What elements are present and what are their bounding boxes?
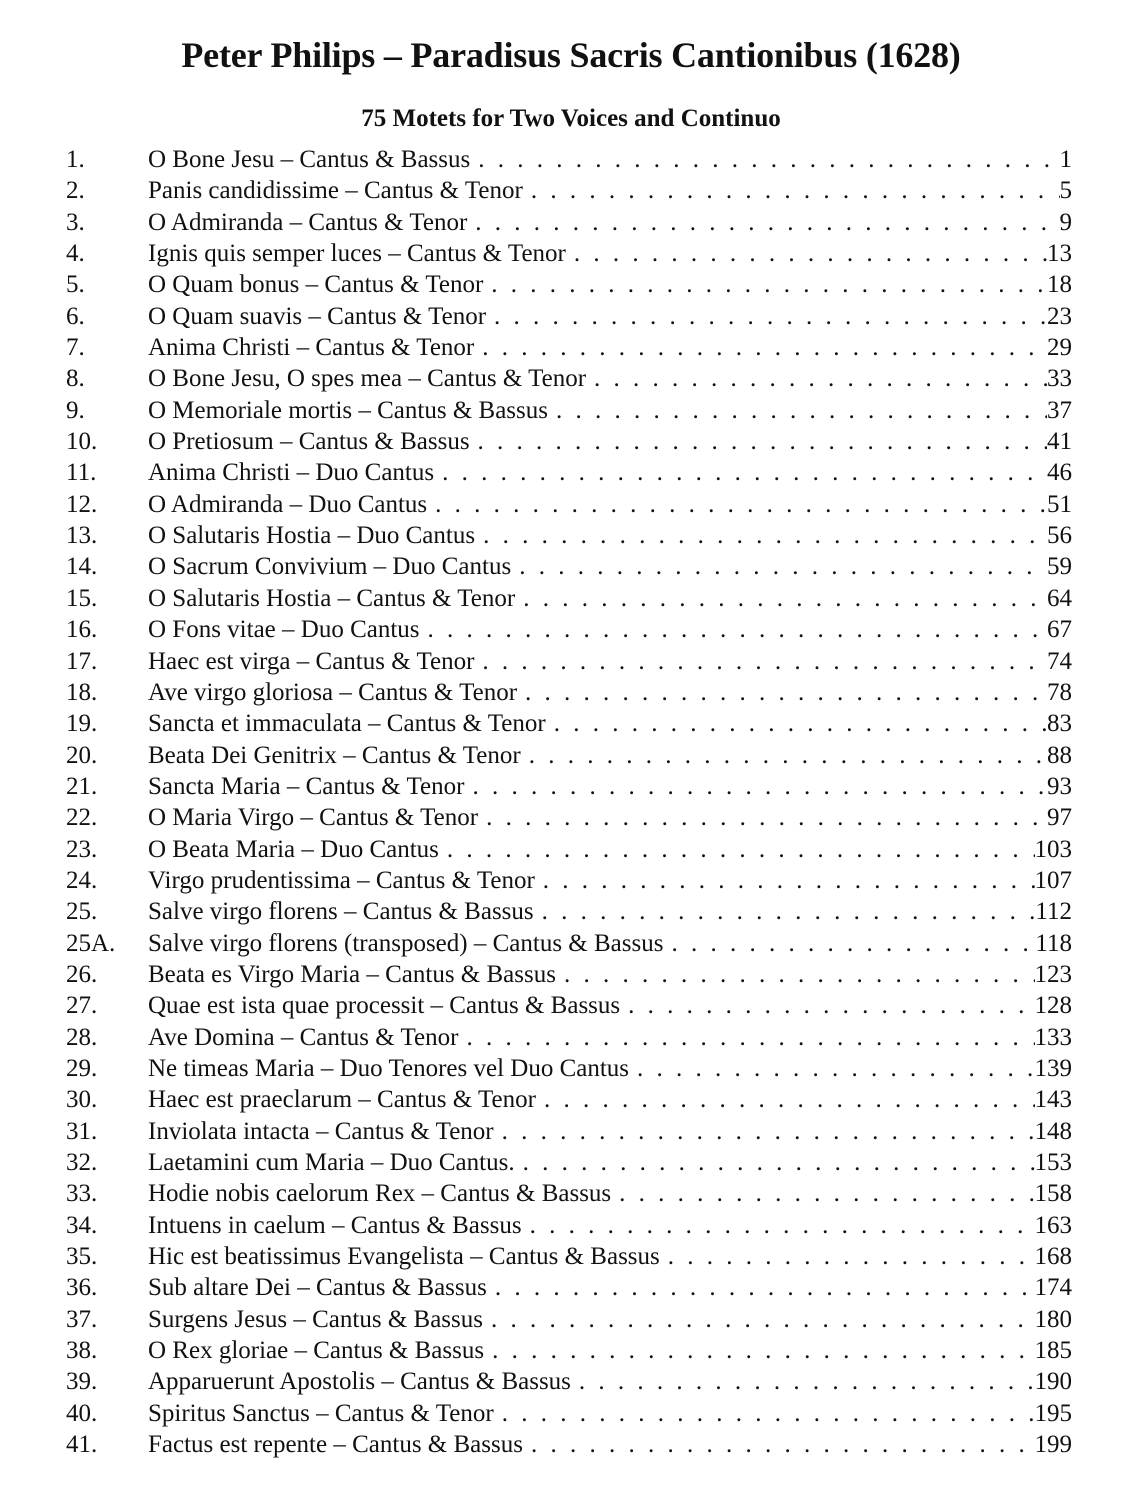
toc-number: 39. <box>66 1368 98 1396</box>
toc-entry <box>148 395 1072 426</box>
toc-number: 33. <box>66 1180 98 1208</box>
toc-title: Quae est ista quae processit – Cantus & Bassus <box>148 992 621 1020</box>
toc-page-number: 139 <box>1034 1054 1072 1082</box>
toc-title: Ne timeas Maria – Duo Tenores vel Duo Cantus <box>148 1054 630 1082</box>
toc-page-number: 107 <box>1034 866 1072 894</box>
toc-page-number: 9 <box>1059 208 1072 236</box>
toc-number: 10. <box>66 428 98 456</box>
dot-leader <box>566 238 1047 269</box>
toc-entry <box>148 1022 1072 1053</box>
table-of-contents <box>66 144 1072 1460</box>
toc-number: 35. <box>66 1243 98 1271</box>
toc-entry <box>148 1335 1072 1366</box>
toc-page-number: 18 <box>1047 271 1072 299</box>
toc-entry <box>148 802 1072 833</box>
toc-entry <box>148 646 1072 677</box>
dot-leader <box>464 771 1047 802</box>
toc-row <box>66 175 1072 206</box>
toc-row <box>66 426 1072 457</box>
toc-number: 13. <box>66 522 98 550</box>
toc-page-number: 23 <box>1047 302 1072 330</box>
toc-number: 8. <box>66 365 85 393</box>
toc-entry <box>148 708 1072 739</box>
toc-row <box>66 363 1072 394</box>
toc-page-number: 74 <box>1047 647 1072 675</box>
dot-leader <box>515 1147 1035 1178</box>
toc-page-number: 59 <box>1047 553 1072 581</box>
toc-row <box>66 301 1072 332</box>
toc-page-number: 51 <box>1047 490 1072 518</box>
toc-number: 27. <box>66 992 98 1020</box>
toc-page-number: 88 <box>1047 741 1072 769</box>
toc-row <box>66 1429 1072 1460</box>
dot-leader <box>536 1084 1035 1115</box>
toc-row <box>66 207 1072 238</box>
toc-title: Factus est repente – Cantus & Bassus <box>148 1431 523 1459</box>
dot-leader <box>546 708 1047 739</box>
toc-row <box>66 457 1072 488</box>
toc-entry <box>148 426 1072 457</box>
toc-page-number: 1 <box>1059 146 1072 173</box>
dot-leader <box>517 677 1047 708</box>
toc-number: 25A. <box>66 929 116 957</box>
toc-number: 21. <box>66 772 98 800</box>
toc-page-number: 143 <box>1034 1086 1072 1114</box>
toc-entry <box>148 207 1072 238</box>
dot-leader <box>483 269 1047 300</box>
toc-page-number: 5 <box>1059 177 1072 205</box>
toc-entry <box>148 677 1072 708</box>
toc-page-number: 112 <box>1035 898 1072 926</box>
toc-title: O Pretiosum – Cantus & Bassus <box>148 428 470 456</box>
dot-leader <box>534 896 1036 927</box>
toc-page-number: 180 <box>1034 1305 1072 1333</box>
toc-entry <box>148 990 1072 1021</box>
toc-row <box>66 1147 1072 1178</box>
toc-row <box>66 269 1072 300</box>
toc-number: 20. <box>66 741 98 769</box>
dot-leader <box>475 520 1047 551</box>
toc-number: 38. <box>66 1337 98 1365</box>
toc-title: Haec est virga – Cantus & Tenor <box>148 647 475 675</box>
dot-leader <box>611 1178 1034 1209</box>
toc-entry <box>148 896 1072 927</box>
toc-title: Spiritus Sanctus – Cantus & Tenor <box>148 1399 494 1427</box>
toc-number: 22. <box>66 804 98 832</box>
dot-leader <box>494 1116 1035 1147</box>
toc-title: Salve virgo florens (transposed) – Cantus & Bassus <box>148 929 664 957</box>
toc-entry <box>148 614 1072 645</box>
toc-entry <box>148 1429 1072 1460</box>
toc-title: Haec est praeclarum – Cantus & Tenor <box>148 1086 536 1114</box>
toc-row <box>66 1178 1072 1209</box>
dot-leader <box>487 1272 1035 1303</box>
toc-title: Ignis quis semper luces – Cantus & Tenor <box>148 240 566 268</box>
toc-entry <box>148 238 1072 269</box>
toc-number: 36. <box>66 1274 98 1302</box>
toc-title: O Bone Jesu – Cantus & Bassus <box>148 146 471 173</box>
toc-row <box>66 520 1072 551</box>
toc-entry <box>148 1366 1072 1397</box>
toc-page-number: 128 <box>1034 992 1072 1020</box>
toc-title: Ave Domina – Cantus & Tenor <box>148 1023 459 1051</box>
dot-leader <box>474 646 1047 677</box>
toc-number: 16. <box>66 616 98 644</box>
toc-page-number: 33 <box>1047 365 1072 393</box>
toc-title: Surgens Jesus – Cantus & Bassus <box>148 1305 483 1333</box>
toc-page-number: 103 <box>1034 835 1072 863</box>
toc-page-number: 199 <box>1034 1431 1072 1459</box>
toc-title: O Fons vitae – Duo Cantus <box>148 616 420 644</box>
toc-number: 4. <box>66 240 85 268</box>
toc-row <box>66 1053 1072 1084</box>
toc-row <box>66 1335 1072 1366</box>
toc-number: 24. <box>66 866 98 894</box>
toc-number: 32. <box>66 1149 98 1176</box>
toc-entry <box>148 1053 1072 1084</box>
toc-title: Hic est beatissimus Evangelista – Cantus & Bassus <box>148 1243 660 1271</box>
toc-row <box>66 1272 1072 1303</box>
dot-leader <box>511 551 1047 582</box>
toc-page-number: 118 <box>1035 929 1072 957</box>
toc-page-number: 174 <box>1034 1274 1072 1302</box>
toc-number: 30. <box>66 1086 98 1114</box>
toc-row <box>66 1398 1072 1429</box>
dot-leader <box>660 1241 1035 1272</box>
dot-leader <box>434 457 1047 488</box>
toc-entry <box>148 959 1072 990</box>
toc-title: O Maria Virgo – Cantus & Tenor <box>148 804 479 832</box>
toc-title: O Memoriale mortis – Cantus & Bassus <box>148 396 548 424</box>
toc-page-number: 67 <box>1047 616 1072 644</box>
toc-row <box>66 1116 1072 1147</box>
toc-entry <box>148 865 1072 896</box>
toc-page-number: 64 <box>1047 584 1072 612</box>
dot-leader <box>483 1304 1035 1335</box>
toc-title: Beata Dei Genitrix – Cantus & Tenor <box>148 741 521 769</box>
toc-row <box>66 583 1072 614</box>
page-subtitle: 75 Motets for Two Voices and Continuo <box>361 104 781 132</box>
dot-leader <box>486 301 1047 332</box>
toc-entry <box>148 175 1072 206</box>
toc-entry <box>148 1398 1072 1429</box>
toc-page-number: 163 <box>1034 1211 1072 1239</box>
toc-entry <box>148 1116 1072 1147</box>
toc-number: 34. <box>66 1211 98 1239</box>
toc-row <box>66 144 1072 175</box>
toc-entry <box>148 144 1072 175</box>
toc-page-number: 83 <box>1047 710 1072 738</box>
toc-page-number: 93 <box>1047 772 1072 800</box>
toc-page-number: 148 <box>1034 1117 1072 1145</box>
toc-entry <box>148 771 1072 802</box>
toc-number: 40. <box>66 1399 98 1427</box>
toc-row <box>66 708 1072 739</box>
dot-leader <box>458 1022 1034 1053</box>
toc-number: 23. <box>66 835 98 863</box>
toc-row <box>66 1084 1072 1115</box>
toc-number: 2. <box>66 177 85 205</box>
dot-leader <box>494 1398 1035 1429</box>
toc-number: 3. <box>66 208 85 236</box>
toc-title: Virgo prudentissima – Cantus & Tenor <box>148 866 535 894</box>
toc-entry <box>148 332 1072 363</box>
toc-page-number: 37 <box>1047 396 1072 424</box>
page-title: Peter Philips – Paradisus Sacris Cantionibus (1628) <box>181 35 961 76</box>
toc-entry <box>148 551 1072 582</box>
toc-number: 26. <box>66 960 98 988</box>
dot-leader <box>571 1366 1035 1397</box>
toc-entry <box>148 301 1072 332</box>
toc-entry <box>148 1304 1072 1335</box>
toc-row <box>66 990 1072 1021</box>
toc-number: 9. <box>66 396 85 424</box>
toc-number: 19. <box>66 710 98 738</box>
toc-row <box>66 1241 1072 1272</box>
toc-row <box>66 1304 1072 1335</box>
toc-entry <box>148 1210 1072 1241</box>
dot-leader <box>522 1210 1035 1241</box>
toc-row <box>66 1022 1072 1053</box>
toc-page-number: 13 <box>1047 240 1072 268</box>
toc-row <box>66 489 1072 520</box>
toc-entry <box>148 583 1072 614</box>
toc-title: Anima Christi – Cantus & Tenor <box>148 334 475 362</box>
toc-title: O Quam suavis – Cantus & Tenor <box>148 302 487 330</box>
toc-page-number: 168 <box>1034 1243 1072 1271</box>
toc-row <box>66 802 1072 833</box>
dot-leader <box>439 834 1035 865</box>
toc-row <box>66 238 1072 269</box>
toc-number: 14. <box>66 553 98 581</box>
toc-page-number: 133 <box>1034 1023 1072 1051</box>
toc-title: Panis candidissime – Cantus & Tenor <box>148 177 523 205</box>
toc-number: 28. <box>66 1023 98 1051</box>
toc-entry <box>148 1084 1072 1115</box>
toc-page-number: 97 <box>1047 804 1072 832</box>
dot-leader <box>467 207 1059 238</box>
toc-page-number: 56 <box>1047 522 1072 550</box>
toc-number: 5. <box>66 271 85 299</box>
toc-row <box>66 1366 1072 1397</box>
toc-title: O Salutaris Hostia – Cantus & Tenor <box>148 584 516 612</box>
toc-entry <box>148 928 1072 959</box>
toc-row <box>66 959 1072 990</box>
toc-row <box>66 551 1072 582</box>
toc-entry <box>148 1272 1072 1303</box>
toc-number: 1. <box>66 146 85 173</box>
toc-title: O Sacrum Convivium – Duo Cantus <box>148 553 512 581</box>
toc-title: O Salutaris Hostia – Duo Cantus <box>148 522 476 550</box>
toc-row <box>66 928 1072 959</box>
toc-page-number: 158 <box>1034 1180 1072 1208</box>
dot-leader <box>484 1335 1034 1366</box>
toc-number: 17. <box>66 647 98 675</box>
toc-title: Inviolata intacta – Cantus & Tenor <box>148 1117 494 1145</box>
toc-title: Hodie nobis caelorum Rex – Cantus & Bassus <box>148 1180 612 1208</box>
dot-leader <box>535 865 1035 896</box>
dot-leader <box>420 614 1047 645</box>
toc-title: O Rex gloriae – Cantus & Bassus <box>148 1337 485 1365</box>
toc-row <box>66 614 1072 645</box>
dot-leader <box>663 928 1035 959</box>
toc-title: Sancta Maria – Cantus & Tenor <box>148 772 465 800</box>
toc-row <box>66 1210 1072 1241</box>
toc-row <box>66 896 1072 927</box>
dot-leader <box>523 1429 1035 1460</box>
toc-page-number: 190 <box>1034 1368 1072 1396</box>
toc-row <box>66 834 1072 865</box>
toc-title: O Admiranda – Cantus & Tenor <box>148 208 468 236</box>
dot-leader <box>470 426 1047 457</box>
toc-entry <box>148 457 1072 488</box>
toc-number: 11. <box>66 459 97 487</box>
dot-leader <box>521 740 1047 771</box>
toc-entry <box>148 740 1072 771</box>
dot-leader <box>523 175 1060 206</box>
toc-page-number: 153 <box>1034 1149 1072 1176</box>
toc-page-number: 46 <box>1047 459 1072 487</box>
toc-title: Laetamini cum Maria – Duo Cantus. <box>148 1149 515 1176</box>
dot-leader <box>586 363 1047 394</box>
toc-entry <box>148 520 1072 551</box>
dot-leader <box>620 990 1034 1021</box>
toc-title: O Quam bonus – Cantus & Tenor <box>148 271 484 299</box>
toc-page-number: 123 <box>1034 960 1072 988</box>
toc-number: 12. <box>66 490 98 518</box>
dot-leader <box>478 802 1047 833</box>
toc-title: Sancta et immaculata – Cantus & Tenor <box>148 710 546 738</box>
toc-number: 15. <box>66 584 98 612</box>
toc-number: 25. <box>66 898 98 926</box>
toc-row <box>66 740 1072 771</box>
dot-leader <box>427 489 1047 520</box>
toc-title: Beata es Virgo Maria – Cantus & Bassus <box>148 960 556 988</box>
toc-page-number: 29 <box>1047 334 1072 362</box>
toc-number: 7. <box>66 334 85 362</box>
toc-page-number: 185 <box>1034 1337 1072 1365</box>
toc-entry <box>148 1147 1072 1178</box>
toc-row <box>66 646 1072 677</box>
dot-leader <box>515 583 1047 614</box>
toc-title: Intuens in caelum – Cantus & Bassus <box>148 1211 522 1239</box>
toc-title: Salve virgo florens – Cantus & Bassus <box>148 898 534 926</box>
toc-number: 18. <box>66 678 98 706</box>
dot-leader <box>474 332 1047 363</box>
toc-number: 41. <box>66 1431 98 1459</box>
toc-title: Anima Christi – Duo Cantus <box>148 459 435 487</box>
toc-number: 29. <box>66 1054 98 1082</box>
toc-entry <box>148 363 1072 394</box>
toc-row <box>66 332 1072 363</box>
toc-row <box>66 677 1072 708</box>
toc-row <box>66 395 1072 426</box>
toc-row <box>66 771 1072 802</box>
dot-leader <box>629 1053 1034 1084</box>
toc-page-number: 41 <box>1047 428 1072 456</box>
dot-leader <box>470 144 1059 175</box>
toc-title: O Admiranda – Duo Cantus <box>148 490 428 518</box>
toc-entry <box>148 1178 1072 1209</box>
toc-title: Apparuerunt Apostolis – Cantus & Bassus <box>148 1368 571 1396</box>
toc-entry <box>148 489 1072 520</box>
dot-leader <box>548 395 1047 426</box>
toc-page-number: 195 <box>1034 1399 1072 1427</box>
toc-number: 6. <box>66 302 85 330</box>
toc-entry <box>148 269 1072 300</box>
toc-entry <box>148 1241 1072 1272</box>
toc-number: 37. <box>66 1305 98 1333</box>
toc-number: 31. <box>66 1117 98 1145</box>
toc-title: Ave virgo gloriosa – Cantus & Tenor <box>148 678 518 706</box>
dot-leader <box>556 959 1035 990</box>
toc-page-number: 78 <box>1047 678 1072 706</box>
toc-row <box>66 865 1072 896</box>
toc-title: O Beata Maria – Duo Cantus <box>148 835 439 863</box>
toc-title: Sub altare Dei – Cantus & Bassus <box>148 1274 487 1302</box>
toc-title: O Bone Jesu, O spes mea – Cantus & Tenor <box>148 365 587 393</box>
toc-entry <box>148 834 1072 865</box>
